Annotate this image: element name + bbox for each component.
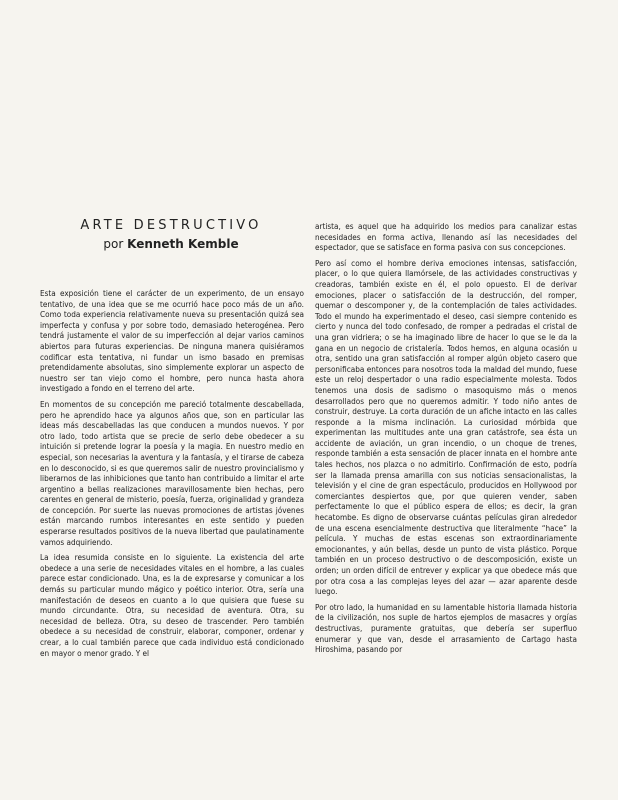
article-header xyxy=(40,218,302,251)
paragraph: Pero así como el hombre deriva emociones intensas, satisfacción, placer, o lo que quiera llamórsele, de las actividades constructivas y creadoras, también existe en él, el polo opuesto. El de derivar emociones, placer o satisfacción de la destrucción, del romper, quemar o descomponer y, de la contemplación de tales actividades. Todo el mundo ha experimentado el deseo, casi siempre contenido es cierto y nunca del todo confesado, de romper a pedradas el cristal de una gran vidriera; o se ha imaginado libre de hacer lo que se le da la gana en un negocio de cristalería. Todos hemos, en alguna ocasión u otra, sentido una gran satisfacción al romper algún objeto casero que personificaba entonces para nosotros toda la maldad del mundo, fuese este un reloj despertador o una radio especialmente molesta. Todos tenemos una dosis de sadismo o masoquismo más o menos desarrollados pero que no queremos admitir. Y todo niño antes de construir, destruye. La corta duración de un afiche intacto en las calles responde a la misma inclinación. La curiosidad mórbida que experimentan las multitudes ante una gran catástrofe, sea ésta un accidente de aviación, un gran incendio, o un choque de trenes, responde también a esta sensación de placer innata en el hombre ante tales hechos, nos plazca o no admitirlo. Confirmación de esto, podría ser la llamada prensa amarilla con sus noticias sensacionalistas, la televisión y el cine de gran espectáculo, producidos en Hollywood por comerciantes despiertos que, por que quieren vender, saben perfectamente lo que el público espera de ellos; es decir, la gran hecatombe. Es digno de observarse cuántas películas giran alrededor de una escena esencialmente destructiva que literalmente “hace” la película. Y muchas de estas escenas son extraordinariamente emocionantes, y aún bellas, desde un punto de vista plástico. Porque también en un proceso destructivo o de descomposición, existe un orden; un orden difícil de entrever y explicar ya que obedece más que por otra cosa a las complejas leyes del azar — azar aparente desde luego. xyxy=(315,257,577,597)
paragraph: La idea resumida consiste en lo siguiente. La existencia del arte obedece a una serie de necesidades vitales en el hombre, a las cuales parece estar condicionado. Una, es la de expresarse y comunicar a los demás su particular mundo mágico y poético interior. Otra, sería una manifestación de deseos en cuanto a lo que quisiera que fuese su mundo circundante. Otra, su necesidad de aventura. Otra, su necesidad de belleza. Otra, su deseo de trascender. Pero también obedece a su necesidad de construir, elaborar, componer, ordenar y crear, a lo cual también parece que cada individuo está condicionado en mayor o menor grado. Y el xyxy=(40,552,304,658)
paragraph: En momentos de su concepción me pareció totalmente descabellada, pero he aprendido hace ya algunos años que, son en particular las ideas más descabelladas las que conducen a mundos nuevos. Y por otro lado, todo artista que se precie de serlo debe obedecer a su intuición si pretende lograr la poesía y la magia. En nuestro medio en especial, son necesarias la aventura y la fantasía, y el tirarse de cabeza en lo desconocido, si es que queremos salir de nuestro provincialismo y liberarnos de las inhibiciones que tanto han contribuido a limitar el arte argentino a bellas realizaciones maravillosamente bien hechas, pero carentes en general de misterio, poesía, fuerza, originalidad y grandeza de concepción. Por suerte las nuevas promociones de artistas jóvenes están marcando rumbos interesantes en este sentido y pueden esperarse resultados positivos de la nueva libertad que paulatinamente vamos adquiriendo. xyxy=(40,398,304,547)
left-text-column xyxy=(40,288,304,663)
byline-prefix: por xyxy=(103,237,128,251)
author-name: Kenneth Kemble xyxy=(127,237,239,251)
paragraph: Esta exposición tiene el carácter de un experimento, de un ensayo tentativo, de una idea que se me ocurrió hace poco más de un año. Como toda experiencia relativamente nueva su presentación quizá sea imperfecta y confusa y por sobre todo, demasiado heterogénea. Pero tendrá justamente el valor de su imperfección al dejar varios caminos abiertos para futuras experiencias. De ninguna manera quisiéramos codificar esta tentativa, ni fundar un ismo basado en premisas pretendidamente absolutas, sino simplemente explorar un aspecto de nuestro ser tan viejo como el hombre, pero nunca hasta ahora investigado a fondo en el terreno del arte. xyxy=(40,288,304,394)
right-text-column xyxy=(315,221,577,660)
paragraph: Por otro lado, la humanidad en su lamentable historia llamada historia de la civilización, nos suple de hartos ejemplos de masacres y orgías destructivas, puramente gratuitas, que debería ser superfluo enumerar y que van, desde el arrasamiento de Cartago hasta Hiroshima, pasando por xyxy=(315,601,577,655)
paragraph: artista, es aquel que ha adquirido los medios para canalizar estas necesidades en forma activa, llenando así las necesidades del espectador, que se satisface en forma pasiva con sus concepciones. xyxy=(315,221,577,253)
byline xyxy=(40,237,302,251)
article-title: ARTE DESTRUCTIVO xyxy=(80,218,262,233)
